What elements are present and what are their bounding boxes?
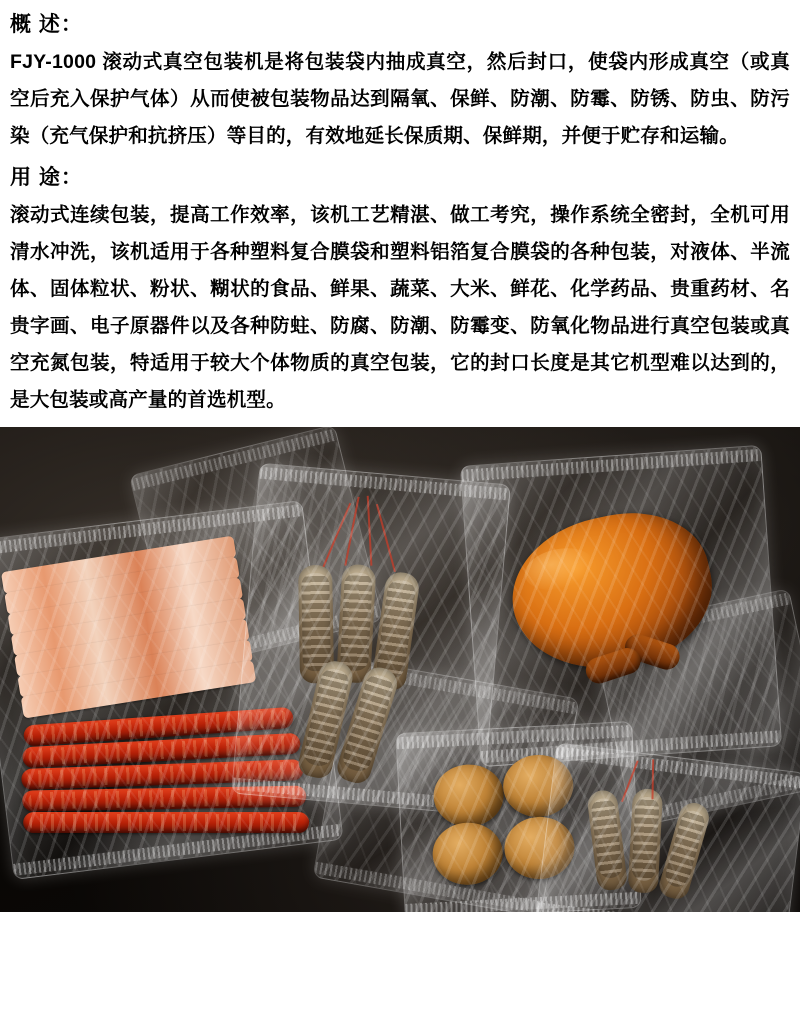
usage-paragraph: 滚动式连续包装，提高工作效率，该机工艺精湛、做工考究，操作系统全密封，全机可用清水冲洗，该机适用于各种塑料复合膜袋和塑料铝箔复合膜袋的各种包装，对液体、半流体、固体粒状、粉状、糊状的食品、鲜果、蔬菜、大米、鲜花、化学药品、贵重药材、名贵字画、电子原器件以及各种防蛀、防腐、防潮、防霉变、防氧化物品进行真空包装或真空充氮包装，特适用于较大个体物质的真空包装，它的封口长度是其它机型难以达到的，是大包装或高产量的首选机型。 [10,204,790,411]
description-copy [0,0,800,419]
shrimp-vacuum-pouch-2 [535,742,800,912]
product-photo [0,427,800,912]
roast-duck-vacuum-pouch [460,445,782,767]
overview-heading: 概 述： [10,13,83,36]
overview-paragraph: FJY-1000 滚动式真空包装机是将包装袋内抽成真空，然后封口，使袋内形成真空（或真空后充入保护气体）从而使被包装物品达到隔氧、保鲜、防潮、防霉、防锈、防虫、防污染（充气保护和抗挤压）等目的，有效地延长保质期、保鲜期，并便于贮存和运输。 [10,51,790,147]
usage-heading: 用 途： [10,166,83,189]
bacon-stack [1,536,257,721]
